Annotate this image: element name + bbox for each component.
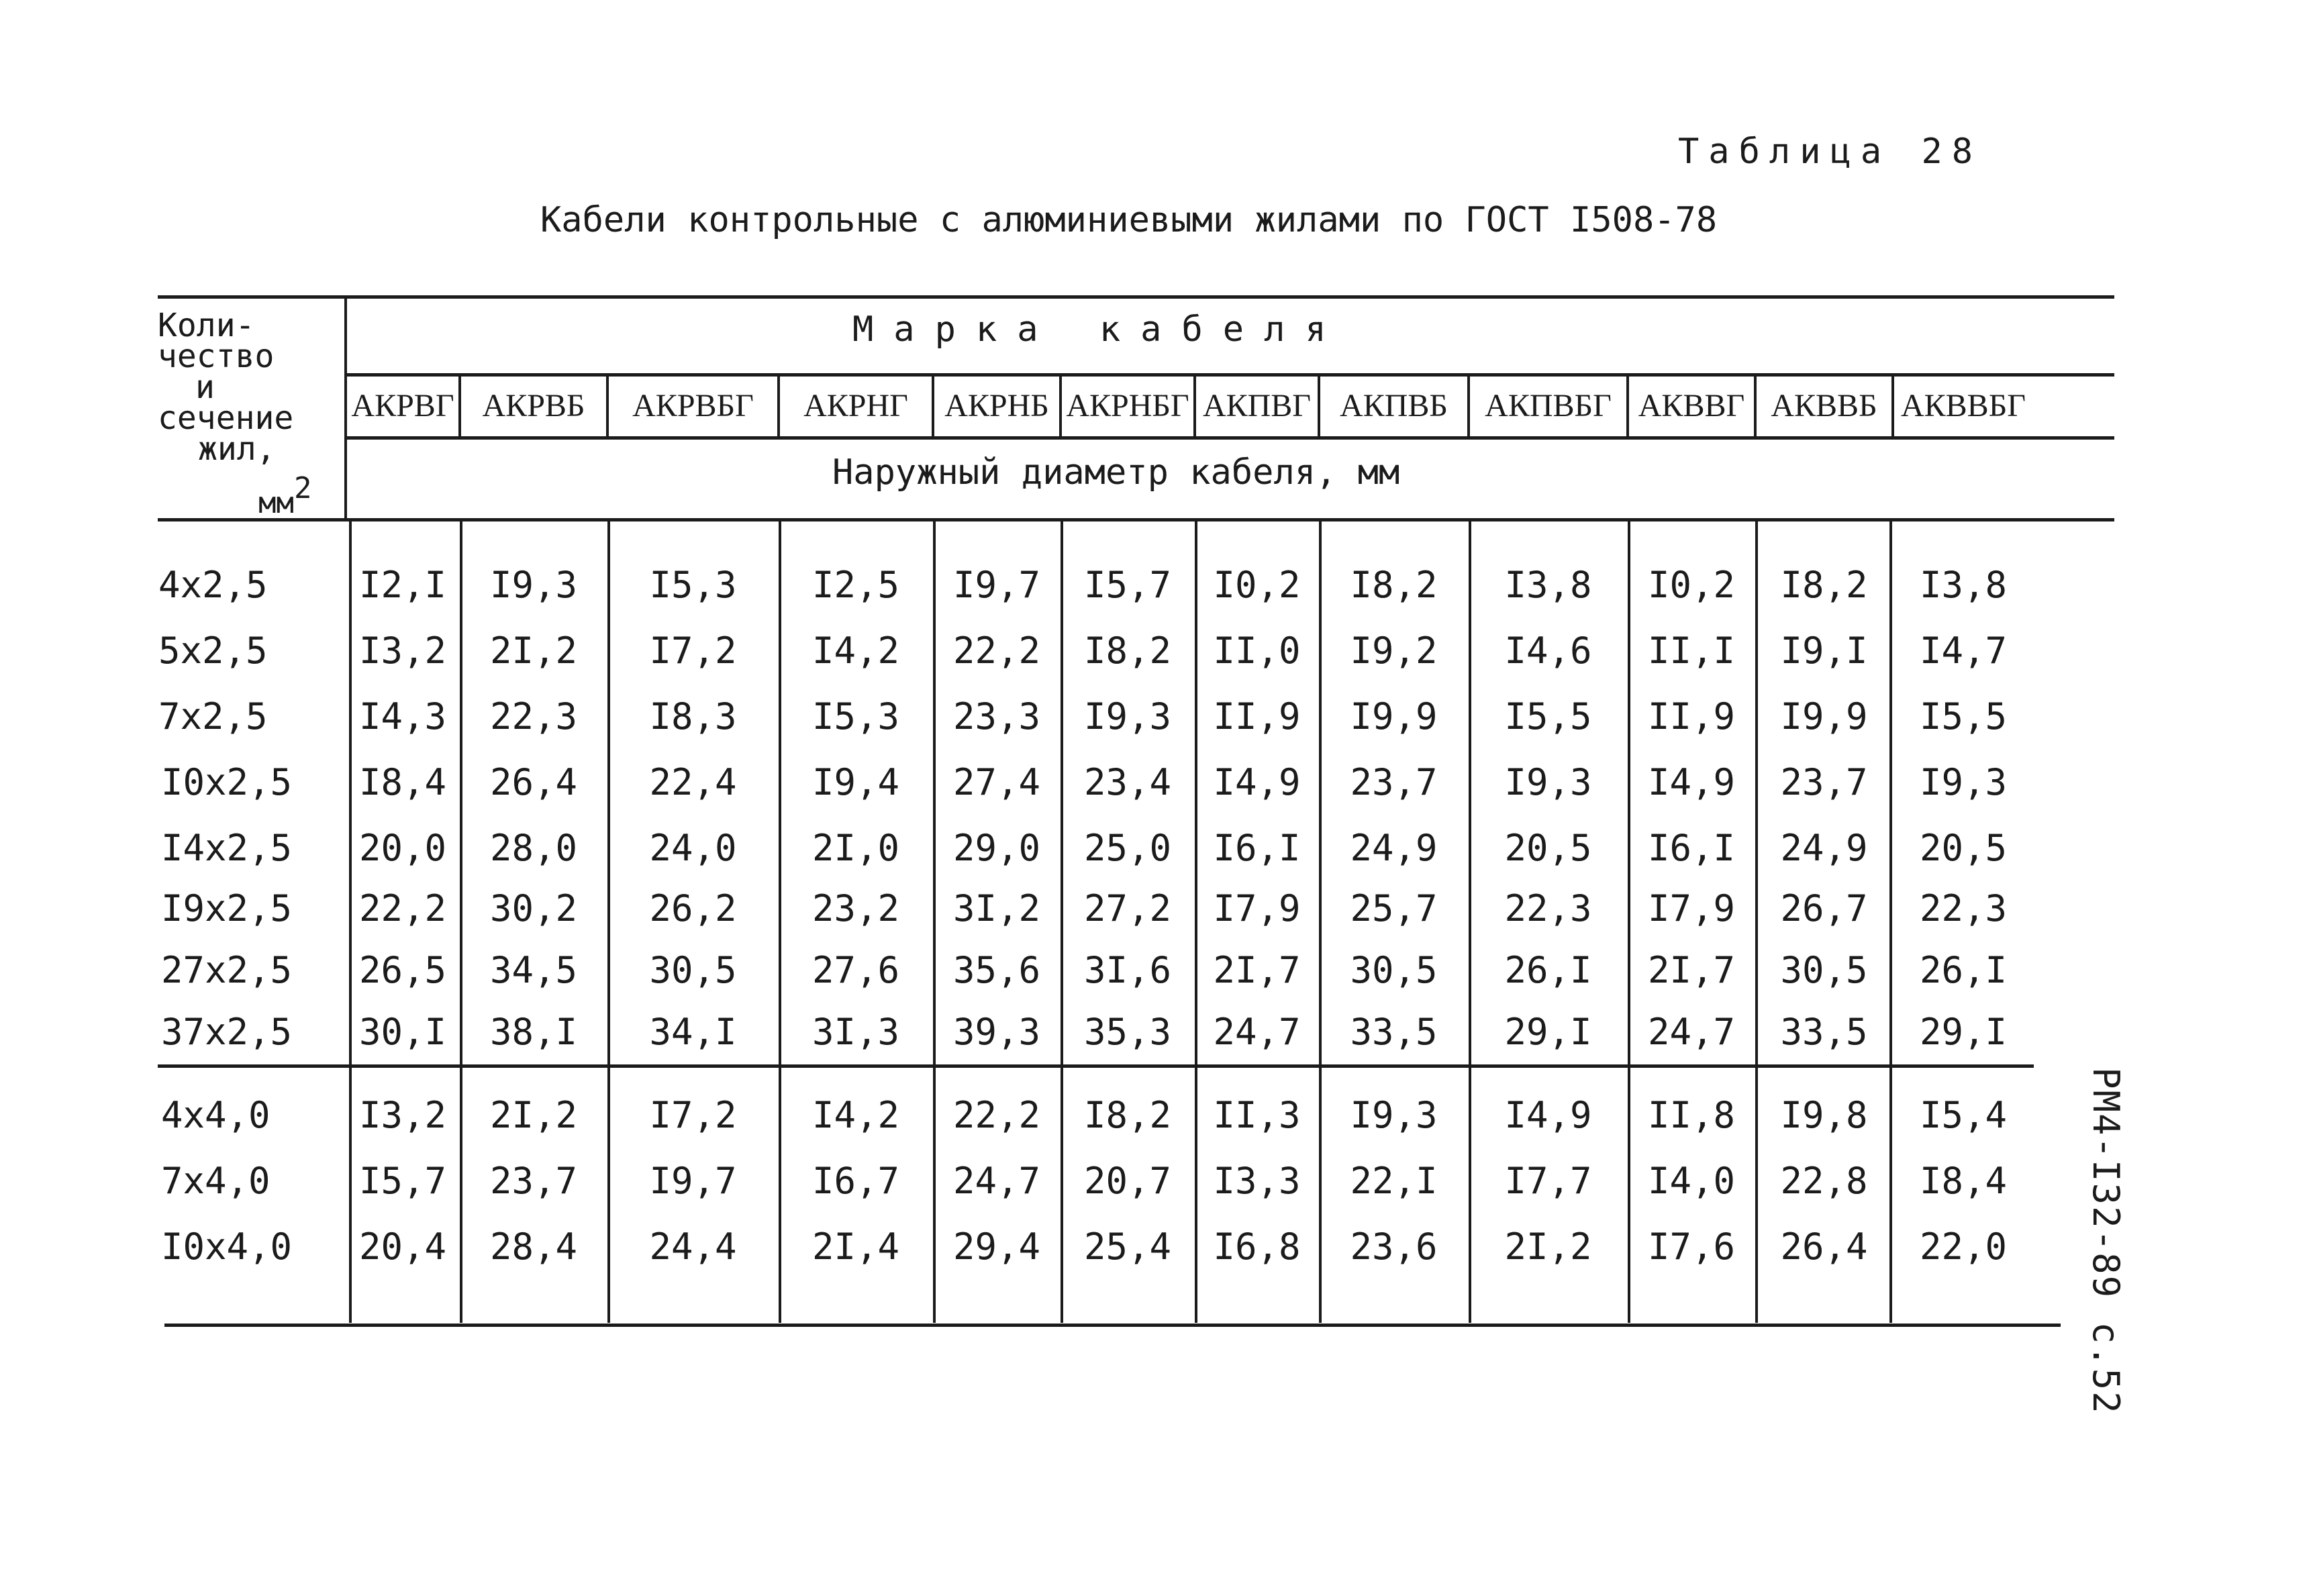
- table-cell: I9,2: [1350, 630, 1438, 672]
- row-label: I0х4,0: [161, 1226, 293, 1268]
- row-label: I9х2,5: [161, 887, 293, 930]
- table-cell: I9,3: [1350, 1094, 1438, 1136]
- header-line: и: [195, 368, 215, 406]
- table-cell: 22,2: [358, 887, 447, 930]
- table-cell: 27,6: [811, 949, 900, 991]
- table-cell: I6,I: [1647, 827, 1736, 869]
- table-cell: I6,I: [1213, 827, 1301, 869]
- outer-diameter-label: Наружный диаметр кабеля, мм: [832, 452, 1400, 493]
- brand-divider-line: [1059, 375, 1062, 438]
- table-cell: I5,5: [1504, 695, 1592, 738]
- brand-header-cell: АКРВГ: [351, 388, 454, 423]
- table-cell: I8,2: [1083, 630, 1172, 672]
- header-unit-sup: 2: [293, 471, 312, 505]
- row-label: 5х2,5: [158, 630, 268, 672]
- table-cell: I4,3: [358, 695, 447, 738]
- table-cell: 2I,7: [1213, 949, 1301, 991]
- brand-divider-line: [1754, 375, 1757, 438]
- row-label: I4х2,5: [161, 827, 293, 869]
- table-cell: I9,9: [1780, 695, 1868, 738]
- table-cell: I5,3: [811, 695, 900, 738]
- header-unit-text: мм: [258, 486, 294, 520]
- table-cell: 24,9: [1780, 827, 1868, 869]
- table-cell: 24,0: [649, 827, 737, 869]
- brand-header-cell: АКРВБГ: [632, 388, 754, 423]
- table-cell: 22,4: [649, 761, 737, 803]
- table-cell: 26,2: [649, 887, 737, 930]
- table-cell: 25,4: [1083, 1226, 1172, 1268]
- table-cell: II,8: [1647, 1094, 1736, 1136]
- row-label: 4х2,5: [158, 564, 268, 606]
- table-cell: 33,5: [1780, 1011, 1868, 1053]
- brand-top-rule: [346, 373, 2114, 377]
- table-cell: 2I,7: [1647, 949, 1736, 991]
- brand-header-cell: АКПВБГ: [1485, 388, 1612, 423]
- table-cell: 24,9: [1350, 827, 1438, 869]
- header-unit: [258, 471, 312, 520]
- table-cell: I9,4: [811, 761, 900, 803]
- table-cell: 20,7: [1083, 1160, 1172, 1202]
- table-cell: I8,4: [358, 761, 447, 803]
- table-cell: 20,5: [1504, 827, 1592, 869]
- table-cell: 22,2: [952, 1094, 1041, 1136]
- table-cell: I9,3: [1504, 761, 1592, 803]
- table-cell: I4,9: [1647, 761, 1736, 803]
- table-cell: II,0: [1213, 630, 1301, 672]
- table-cell: I9,9: [1350, 695, 1438, 738]
- row-label: 7х2,5: [158, 695, 268, 738]
- table-cell: I7,9: [1213, 887, 1301, 930]
- document-code: РМ4-I32-89 с.52: [2085, 1067, 2127, 1415]
- table-cell: I9,7: [649, 1160, 737, 1202]
- table-cell: 35,6: [952, 949, 1041, 991]
- table-cell: 22,3: [1919, 887, 2008, 930]
- table-cell: I9,8: [1780, 1094, 1868, 1136]
- table-cell: I4,2: [811, 630, 900, 672]
- table-number: Таблица 28: [1678, 132, 1983, 172]
- table-cell: II,3: [1213, 1094, 1301, 1136]
- table-cell: 22,3: [489, 695, 578, 738]
- table-cell: I6,8: [1213, 1226, 1301, 1268]
- table-cell: 26,4: [489, 761, 578, 803]
- brand-divider-line: [1467, 375, 1470, 438]
- table-cell: I9,3: [489, 564, 578, 606]
- table-cell: I5,7: [358, 1160, 447, 1202]
- table-cell: 2I,2: [489, 630, 578, 672]
- table-cell: 2I,4: [811, 1226, 900, 1268]
- table-cell: I7,2: [649, 630, 737, 672]
- table-cell: I3,2: [358, 630, 447, 672]
- brand-divider-line: [606, 375, 609, 438]
- table-cell: 2I,2: [1504, 1226, 1592, 1268]
- table-cell: I5,7: [1083, 564, 1172, 606]
- table-cell: 30,2: [489, 887, 578, 930]
- quantity-section-header: [158, 307, 294, 468]
- brand-divider-line: [777, 375, 780, 438]
- table-cell: I6,7: [811, 1160, 900, 1202]
- brand-header-cell: АКРНБГ: [1066, 388, 1189, 423]
- table-cell: 20,4: [358, 1226, 447, 1268]
- brand-header-cell: АКПВГ: [1202, 388, 1312, 423]
- bottom-rule: [164, 1324, 2061, 1327]
- table-cell: I9,3: [1083, 695, 1172, 738]
- table-cell: 26,7: [1780, 887, 1868, 930]
- table-cell: 39,3: [952, 1011, 1041, 1053]
- table-cell: 23,6: [1350, 1226, 1438, 1268]
- table-cell: 33,5: [1350, 1011, 1438, 1053]
- table-cell: II,9: [1213, 695, 1301, 738]
- table-cell: I8,4: [1919, 1160, 2008, 1202]
- table-cell: I9,7: [952, 564, 1041, 606]
- table-cell: 24,7: [1647, 1011, 1736, 1053]
- brand-bottom-rule: [346, 436, 2114, 440]
- header-line: жил,: [198, 430, 276, 468]
- table-cell: I8,2: [1083, 1094, 1172, 1136]
- table-cell: 2I,2: [489, 1094, 578, 1136]
- table-cell: I8,2: [1780, 564, 1868, 606]
- header-line: сечение: [158, 399, 294, 437]
- brand-header-cell: АКВВБГ: [1900, 388, 2026, 423]
- table-cell: 3I,3: [811, 1011, 900, 1053]
- table-cell: 29,4: [952, 1226, 1041, 1268]
- table-cell: 23,7: [1350, 761, 1438, 803]
- table-cell: I0,2: [1647, 564, 1736, 606]
- row-label: 27х2,5: [161, 949, 293, 991]
- table-cell: I4,9: [1213, 761, 1301, 803]
- table-cell: 20,0: [358, 827, 447, 869]
- row-label: 37х2,5: [161, 1011, 293, 1053]
- table-cell: I3,8: [1504, 564, 1592, 606]
- table-cell: I7,7: [1504, 1160, 1592, 1202]
- table-cell: 22,I: [1350, 1160, 1438, 1202]
- table-cell: 23,2: [811, 887, 900, 930]
- row-label: I0х2,5: [161, 761, 293, 803]
- table-cell: II,9: [1647, 695, 1736, 738]
- table-cell: 26,5: [358, 949, 447, 991]
- table-cell: I2,5: [811, 564, 900, 606]
- table-cell: 3I,2: [952, 887, 1041, 930]
- table-cell: 20,5: [1919, 827, 2008, 869]
- table-cell: I9,I: [1780, 630, 1868, 672]
- table-cell: 23,3: [952, 695, 1041, 738]
- table-cell: I9,3: [1919, 761, 2008, 803]
- table-cell: 30,I: [358, 1011, 447, 1053]
- table-cell: 34,5: [489, 949, 578, 991]
- table-cell: II,I: [1647, 630, 1736, 672]
- table-cell: I8,2: [1350, 564, 1438, 606]
- table-cell: 27,2: [1083, 887, 1172, 930]
- table-cell: 29,I: [1504, 1011, 1592, 1053]
- table-cell: 23,7: [489, 1160, 578, 1202]
- table-cell: 22,0: [1919, 1226, 2008, 1268]
- row-label: 4х4,0: [161, 1094, 270, 1136]
- brand-header-cell: АКПВБ: [1340, 388, 1448, 423]
- table-cell: I4,2: [811, 1094, 900, 1136]
- table-cell: 30,5: [649, 949, 737, 991]
- brand-divider-line: [1318, 375, 1320, 438]
- table-cell: 38,I: [489, 1011, 578, 1053]
- table-cell: I4,9: [1504, 1094, 1592, 1136]
- table-cell: 28,0: [489, 827, 578, 869]
- table-cell: 34,I: [649, 1011, 737, 1053]
- table-cell: 22,3: [1504, 887, 1592, 930]
- table-cell: I5,3: [649, 564, 737, 606]
- brand-divider-line: [458, 375, 461, 438]
- table-cell: 24,4: [649, 1226, 737, 1268]
- table-cell: 24,7: [952, 1160, 1041, 1202]
- table-cell: 35,3: [1083, 1011, 1172, 1053]
- brand-header-cell: АКРВБ: [482, 388, 585, 423]
- header-line: Коли-: [158, 307, 255, 344]
- brand-divider-line: [932, 375, 934, 438]
- table-cell: 2I,0: [811, 827, 900, 869]
- table-cell: I7,9: [1647, 887, 1736, 930]
- brand-divider-line: [1626, 375, 1629, 438]
- table-cell: I4,0: [1647, 1160, 1736, 1202]
- table-title: Кабели контрольные с алюминиевыми жилами по ГОСТ I508-78: [540, 200, 1718, 240]
- group-divider-rule: [158, 1064, 2034, 1068]
- table-cell: I3,8: [1919, 564, 2008, 606]
- table-cell: 3I,6: [1083, 949, 1172, 991]
- table-cell: 23,7: [1780, 761, 1868, 803]
- table-cell: 24,7: [1213, 1011, 1301, 1053]
- table-cell: 22,2: [952, 630, 1041, 672]
- table-cell: 29,I: [1919, 1011, 2008, 1053]
- row-label: 7х4,0: [161, 1160, 270, 1202]
- table-cell: I4,7: [1919, 630, 2008, 672]
- brand-divider-line: [1891, 375, 1894, 438]
- table-cell: 25,0: [1083, 827, 1172, 869]
- brand-header-cell: АКВВГ: [1638, 388, 1745, 423]
- table-cell: 26,I: [1919, 949, 2008, 991]
- table-cell: I7,6: [1647, 1226, 1736, 1268]
- table-cell: 27,4: [952, 761, 1041, 803]
- header-bottom-rule: [158, 518, 2114, 521]
- table-cell: 23,4: [1083, 761, 1172, 803]
- table-cell: 30,5: [1350, 949, 1438, 991]
- table-cell: 22,8: [1780, 1160, 1868, 1202]
- table-cell: I4,6: [1504, 630, 1592, 672]
- table-cell: 26,4: [1780, 1226, 1868, 1268]
- brand-header-cell: АКВВБ: [1771, 388, 1877, 423]
- table-cell: I7,2: [649, 1094, 737, 1136]
- table-cell: I3,2: [358, 1094, 447, 1136]
- table-cell: 30,5: [1780, 949, 1868, 991]
- table-cell: I2,I: [358, 564, 447, 606]
- brand-header-cell: АКРНГ: [803, 388, 908, 423]
- brand-header-cell: АКРНБ: [944, 388, 1049, 423]
- table-cell: I5,4: [1919, 1094, 2008, 1136]
- table-cell: 26,I: [1504, 949, 1592, 991]
- table-cell: I8,3: [649, 695, 737, 738]
- cable-brand-title: Марка кабеля: [852, 309, 1346, 350]
- table-cell: I5,5: [1919, 695, 2008, 738]
- table-cell: I0,2: [1213, 564, 1301, 606]
- table-cell: I3,3: [1213, 1160, 1301, 1202]
- top-rule: [158, 295, 2114, 299]
- table-cell: 25,7: [1350, 887, 1438, 930]
- header-line: чество: [158, 338, 275, 375]
- table-cell: 28,4: [489, 1226, 578, 1268]
- table-cell: 29,0: [952, 827, 1041, 869]
- brand-divider-line: [1193, 375, 1196, 438]
